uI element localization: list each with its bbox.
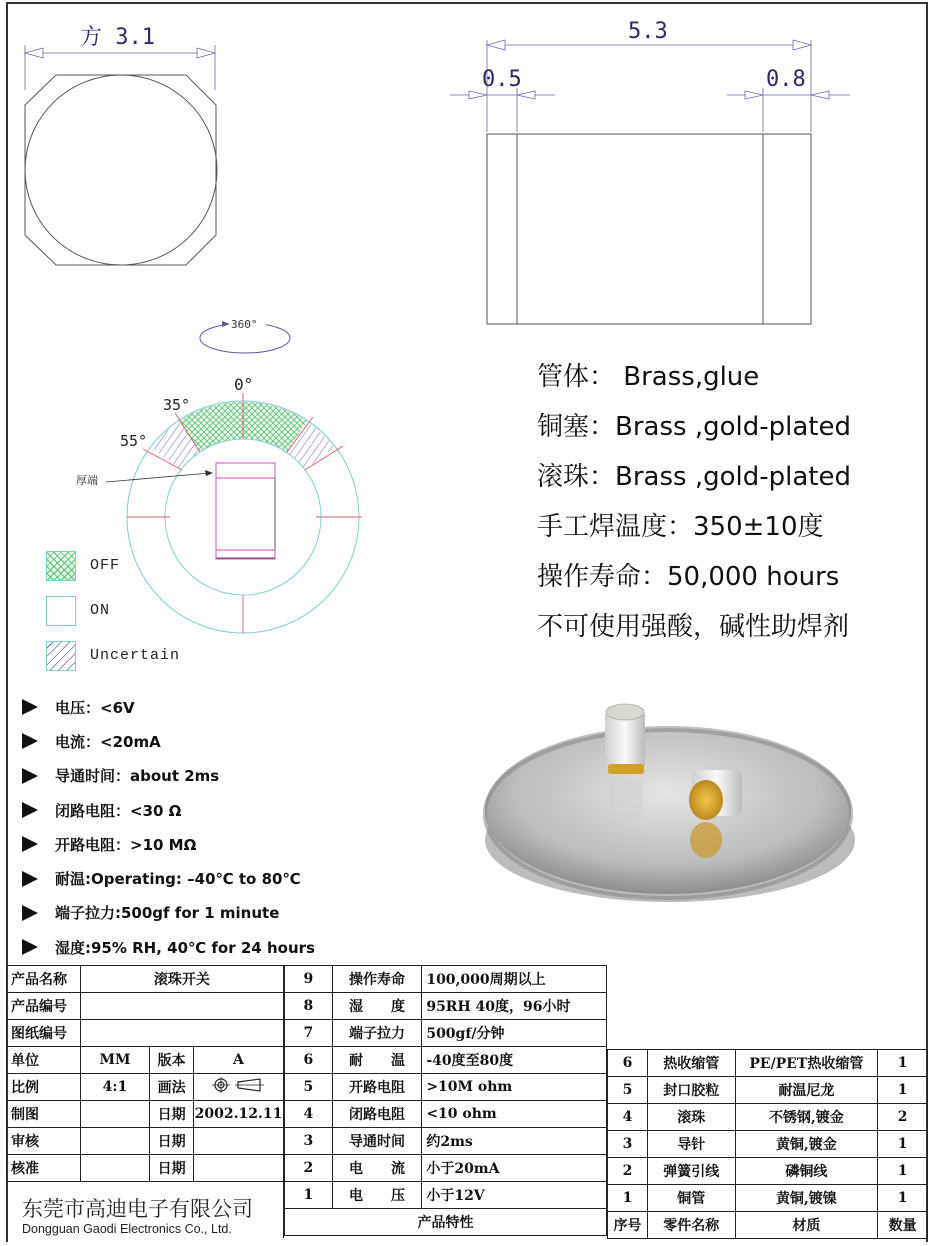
date-label: 日期 <box>150 1128 194 1155</box>
projection-symbol <box>193 1074 283 1101</box>
spec-text: 导通时间：about 2ms <box>55 767 220 786</box>
scale-value: 4:1 <box>80 1074 149 1101</box>
approved-by-label: 核准 <box>7 1155 81 1182</box>
end-view-dimension: 方 3.1 <box>80 25 155 50</box>
char-no: 2 <box>285 1155 333 1182</box>
char-value: -40度至80度 <box>422 1047 607 1074</box>
char-row <box>285 966 607 993</box>
product-no <box>80 993 283 1020</box>
date-label: 日期 <box>150 1155 194 1182</box>
char-row <box>285 993 607 1020</box>
end-view <box>25 25 217 265</box>
legend-label-uncertain: Uncertain <box>90 647 181 664</box>
date-label: 日期 <box>150 1101 194 1128</box>
bom-part: 铜管 <box>647 1185 735 1212</box>
char-row <box>285 1074 607 1101</box>
spec-current <box>22 724 315 758</box>
bullet-triangle-icon <box>22 699 38 715</box>
bullet-triangle-icon <box>22 768 38 784</box>
char-no: 9 <box>285 966 333 993</box>
bom-no: 2 <box>608 1158 648 1185</box>
characteristics-table <box>284 965 607 1236</box>
bullet-triangle-icon <box>22 802 38 818</box>
unit-value: MM <box>80 1047 149 1074</box>
char-name: 电 压 <box>332 1182 422 1209</box>
char-value: 100,000周期以上 <box>422 966 607 993</box>
char-value: >10M ohm <box>422 1074 607 1101</box>
spec-voltage <box>22 690 315 724</box>
bom-no: 3 <box>608 1131 648 1158</box>
drawn-date: 2002.12.11 <box>193 1101 283 1128</box>
note-plug: 铜塞：Brass ,gold-plated <box>537 412 851 442</box>
char-name: 操作寿命 <box>332 966 422 993</box>
drawing-no <box>80 1020 283 1047</box>
char-no: 6 <box>285 1047 333 1074</box>
bom-material: 不锈钢,镀金 <box>735 1104 878 1131</box>
char-row <box>285 1101 607 1128</box>
spec-text: 耐温:Operating: –40℃ to 80℃ <box>55 870 301 889</box>
bom-header-material: 材质 <box>735 1212 878 1239</box>
spec-conduction-time <box>22 759 315 793</box>
bom-material: PE/PET热收缩管 <box>735 1050 878 1077</box>
approve-date <box>193 1155 283 1182</box>
spec-temperature <box>22 861 315 895</box>
char-name: 湿 度 <box>332 993 422 1020</box>
char-value: 500gf/分钟 <box>422 1020 607 1047</box>
char-no: 1 <box>285 1182 333 1209</box>
drawn-by <box>80 1101 149 1128</box>
bom-part: 热收缩管 <box>647 1050 735 1077</box>
bom-part: 封口胶粒 <box>647 1077 735 1104</box>
reviewed-by <box>80 1128 149 1155</box>
bom-no: 5 <box>608 1077 648 1104</box>
legend-item-uncertain <box>46 633 180 678</box>
bom-header-no: 序号 <box>608 1212 648 1239</box>
on-swatch <box>46 596 76 626</box>
bullet-triangle-icon <box>22 939 38 955</box>
bom-material: 黄铜,镀镍 <box>735 1185 878 1212</box>
angle-35-label: 35° <box>163 396 191 414</box>
bullet-triangle-icon <box>22 871 38 887</box>
right-cap-dimension: 0.8 <box>766 67 806 92</box>
thick-end-label: 厚端 <box>76 474 98 487</box>
bom-header-row <box>608 1212 928 1239</box>
review-date <box>193 1128 283 1155</box>
bom-header-qty: 数量 <box>878 1212 928 1239</box>
company-name-cn: 东莞市高迪电子有限公司 <box>22 1197 253 1221</box>
spec-humidity <box>22 930 315 964</box>
materials-notes <box>537 352 851 652</box>
note-ball: 滚珠：Brass ,gold-plated <box>537 462 851 492</box>
reviewed-by-label: 审核 <box>7 1128 81 1155</box>
bom-table <box>607 1049 928 1239</box>
bom-header-part: 零件名称 <box>647 1212 735 1239</box>
bom-material: 黄铜,镀金 <box>735 1131 878 1158</box>
angle-55-label: 55° <box>120 432 148 450</box>
bom-part: 弹簧引线 <box>647 1158 735 1185</box>
bom-part: 滚珠 <box>647 1104 735 1131</box>
version-value: A <box>193 1047 283 1074</box>
char-no: 5 <box>285 1074 333 1101</box>
bom-qty: 1 <box>878 1077 928 1104</box>
note-solder-temp: 手工焊温度：350±10度 <box>537 512 824 542</box>
overall-length-dimension: 5.3 <box>628 19 668 44</box>
char-row <box>285 1128 607 1155</box>
bom-qty: 1 <box>878 1050 928 1077</box>
char-value: <10 ohm <box>422 1101 607 1128</box>
drawing-no-label: 图纸编号 <box>7 1020 81 1047</box>
bom-qty: 1 <box>878 1185 928 1212</box>
left-cap-dimension: 0.5 <box>482 67 522 92</box>
bullet-triangle-icon <box>22 905 38 921</box>
bom-row <box>608 1131 928 1158</box>
char-name: 电 流 <box>332 1155 422 1182</box>
company-name-en: Dongguan Gaodi Electronics Co., Ltd. <box>22 1222 232 1236</box>
angle-0-label: 0° <box>234 375 254 394</box>
spec-text: 电压：<6V <box>55 698 135 717</box>
legend-label-off: OFF <box>90 557 121 574</box>
bom-no: 4 <box>608 1104 648 1131</box>
char-value: 小于12V <box>422 1182 607 1209</box>
char-value: 约2ms <box>422 1128 607 1155</box>
approved-by <box>80 1155 149 1182</box>
version-label: 版本 <box>150 1047 194 1074</box>
char-no: 3 <box>285 1128 333 1155</box>
spec-text: 湿度:95% RH, 40℃ for 24 hours <box>55 938 315 957</box>
rotation-label: 360° <box>231 318 258 331</box>
bom-no: 6 <box>608 1050 648 1077</box>
drawn-by-label: 制图 <box>7 1101 81 1128</box>
spec-open-resistance <box>22 827 315 861</box>
bullet-triangle-icon <box>22 733 38 749</box>
char-value: 95RH 40度，96小时 <box>422 993 607 1020</box>
spec-terminal-pull <box>22 896 315 930</box>
bom-material: 耐温尼龙 <box>735 1077 878 1104</box>
char-name: 闭路电阻 <box>332 1101 422 1128</box>
third-angle-projection-icon <box>208 1077 268 1093</box>
char-row <box>285 1155 607 1182</box>
bom-row <box>608 1158 928 1185</box>
spec-text: 闭路电阻：<30 Ω <box>55 801 182 820</box>
scale-label: 比例 <box>7 1074 81 1101</box>
char-value: 小于20mA <box>422 1155 607 1182</box>
bom-row <box>608 1104 928 1131</box>
legend-label-on: ON <box>90 602 111 619</box>
company-name <box>22 1193 253 1236</box>
char-no: 7 <box>285 1020 333 1047</box>
char-no: 4 <box>285 1101 333 1128</box>
note-flux-warning: 不可使用强酸，碱性助焊剂 <box>537 612 850 642</box>
spec-list <box>22 690 315 964</box>
bom-no: 1 <box>608 1185 648 1212</box>
spec-text: 电流：<20mA <box>55 732 161 751</box>
char-name: 耐 温 <box>332 1047 422 1074</box>
bom-qty: 1 <box>878 1131 928 1158</box>
characteristics-footer: 产品特性 <box>285 1209 607 1236</box>
bom-qty: 2 <box>878 1104 928 1131</box>
char-name: 导通时间 <box>332 1128 422 1155</box>
char-row <box>285 1020 607 1047</box>
spec-text: 开路电阻：>10 MΩ <box>55 835 197 854</box>
legend-item-off <box>46 543 180 588</box>
char-name: 端子拉力 <box>332 1020 422 1047</box>
off-swatch <box>46 551 76 581</box>
bullet-triangle-icon <box>22 836 38 852</box>
note-tube: 管体： Brass,glue <box>537 362 760 392</box>
product-name: 滚珠开关 <box>80 966 283 993</box>
product-photo <box>480 690 860 920</box>
projection-label: 画法 <box>150 1074 194 1101</box>
bom-material: 磷铜线 <box>735 1158 878 1185</box>
bom-qty: 1 <box>878 1158 928 1185</box>
note-life: 操作寿命：50,000 hours <box>537 562 840 592</box>
unit-label: 单位 <box>7 1047 81 1074</box>
bom-row <box>608 1050 928 1077</box>
side-view <box>450 19 850 324</box>
spec-text: 端子拉力:500gf for 1 minute <box>55 904 280 923</box>
spec-closed-resistance <box>22 793 315 827</box>
bom-part: 导针 <box>647 1131 735 1158</box>
rotation-legend <box>46 543 180 678</box>
char-row <box>285 1047 607 1074</box>
bom-row <box>608 1077 928 1104</box>
char-no: 8 <box>285 993 333 1020</box>
char-row <box>285 1182 607 1209</box>
bom-row <box>608 1185 928 1212</box>
product-name-label: 产品名称 <box>7 966 81 993</box>
uncertain-swatch <box>46 641 76 671</box>
char-name: 开路电阻 <box>332 1074 422 1101</box>
product-no-label: 产品编号 <box>7 993 81 1020</box>
legend-item-on <box>46 588 180 633</box>
